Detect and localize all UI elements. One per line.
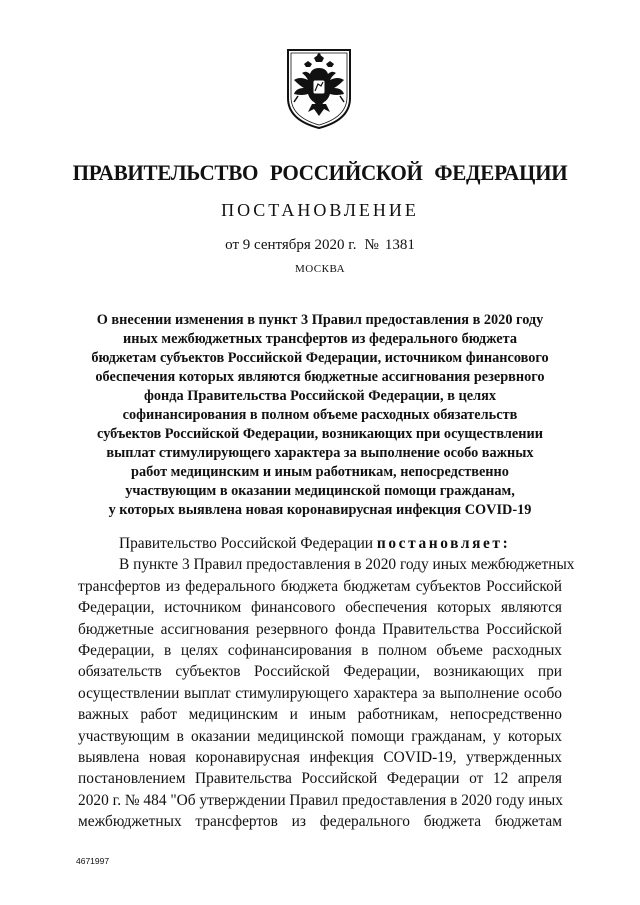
heading-line: О внесении изменения в пункт 3 Правил предоставления в 2020 году (96, 312, 544, 328)
body-line: 2020 г. № 484 "Об утверждении Правил предоставления в 2020 году иных (78, 791, 563, 809)
document-type: ПОСТАНОВЛЕНИЕ (221, 200, 419, 220)
heading-line: работ медицинским и иным работникам, непосредственно (131, 464, 509, 480)
city: МОСКВА (294, 263, 346, 275)
footer-document-code: 4671997 (76, 856, 110, 866)
body-line: обязательств субъектов Российской Федерации, возникающих при (78, 663, 562, 681)
document-number: 1381 (384, 237, 415, 253)
heading-line: участвующим в оказании медицинской помощи гражданам, (125, 483, 515, 499)
heading-line: у которых выявлена новая коронавирусная инфекция COVID-19 (108, 502, 532, 518)
decree-word: постановляет: (376, 535, 511, 552)
heading-line: иных межбюджетных трансфертов из федерального бюджета (123, 331, 517, 347)
body-line: постановлением Правительства Российской Федерации от 12 апреля (78, 770, 562, 788)
heading-line: субъектов Российской Федерации, возникающих при осуществлении (97, 426, 543, 442)
issuer-title: ПРАВИТЕЛЬСТВО РОССИЙСКОЙ ФЕДЕРАЦИИ (72, 160, 568, 185)
body-line: В пункте 3 Правил предоставления в 2020 году иных межбюджетных (119, 556, 575, 574)
body-line: трансфертов из федерального бюджета бюджетам субъектов Российской (78, 577, 562, 595)
document-heading (70, 311, 570, 520)
heading-line: фонда Правительства Российской Федерации, в целях (144, 388, 496, 404)
body-line: Федерации, источником финансового обеспечения которых являются (78, 599, 562, 617)
intro-line (78, 533, 562, 554)
number-sign: № (364, 237, 379, 253)
body-line: важных работ медицинским и иным работникам, непосредственно (78, 706, 562, 724)
heading-line: обеспечения которых являются бюджетные ассигнования резервного (95, 369, 545, 385)
heading-line: выплат стимулирующего характера за выполнение особо важных (106, 445, 534, 461)
russian-coat-of-arms-icon (284, 46, 354, 130)
heading-line: бюджетам субъектов Российской Федерации, источником финансового (91, 350, 549, 366)
body-line: Федерации, в целях софинансирования в полном объеме расходных (78, 642, 562, 660)
body-line: выявлена новая коронавирусная инфекция COVID-19, утвержденных (78, 749, 562, 767)
document-body (78, 533, 575, 833)
body-line: бюджетные ассигнования резервного фонда Правительства Российской (78, 620, 562, 638)
body-line: межбюджетных трансфертов из федерального бюджета бюджетам (78, 813, 562, 831)
heading-line: софинансирования в полном объеме расходных обязательств (122, 407, 518, 423)
intro-text: Правительство Российской Федерации (119, 535, 374, 552)
body-line: участвующим в оказании медицинской помощи гражданам, у которых (78, 727, 562, 745)
document-date-line (0, 237, 640, 254)
document-date: от 9 сентября 2020 г. (225, 237, 357, 253)
body-line: осуществлении выплат стимулирующего характера за выполнение особо (78, 684, 562, 702)
